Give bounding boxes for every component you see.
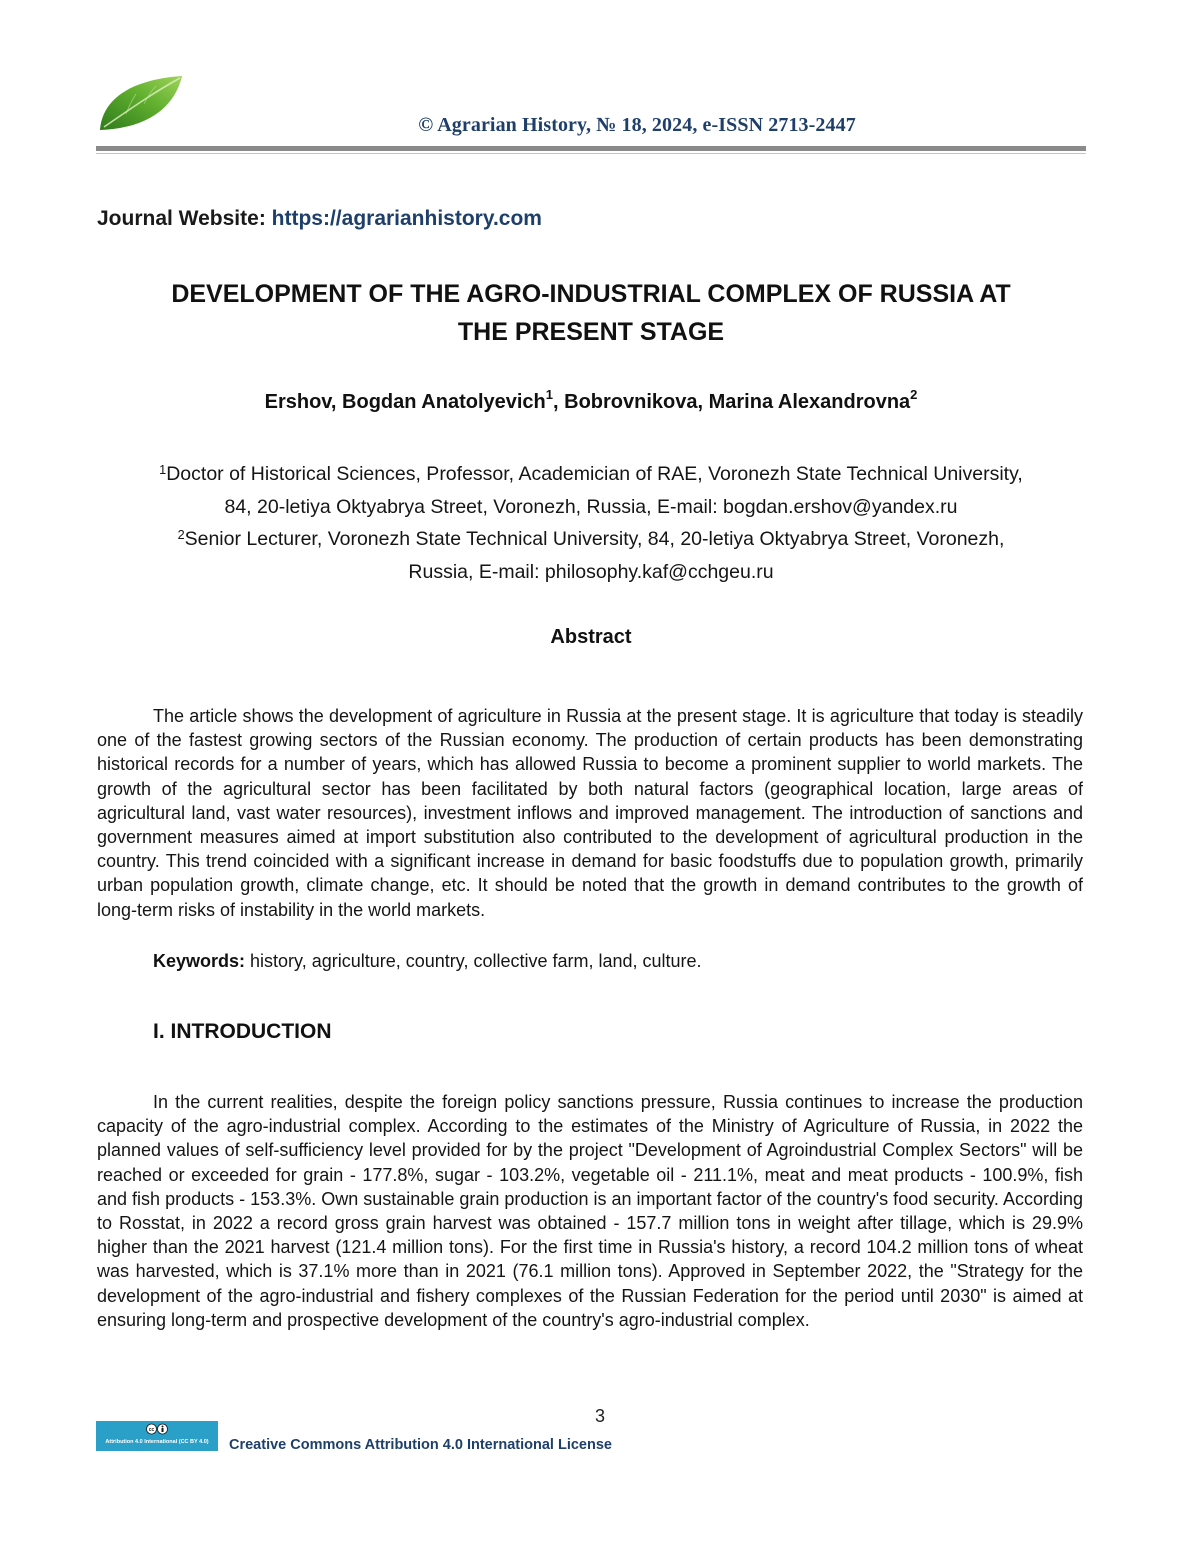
- authors: [96, 387, 1086, 414]
- journal-website: [97, 207, 542, 231]
- creative-commons-icon: [146, 1423, 168, 1435]
- affiliation-1-line-1: [96, 458, 1086, 491]
- introduction-paragraph: In the current realities, despite the foreign policy sanctions pressure, Russia continues to increase the production capacity of the agro-industrial complex. According to the estimates of the Ministry of Agriculture of Russia, in 2022 the planned values of self-sufficiency level provided for by the project "Development of Agroindustrial Complex Sectors" will be reached or exceeded for grain - 177.8%, sugar - 103.2%, vegetable oil - 211.1%, meat and meat products - 100.9%, fish and fish products - 153.3%. Own sustainable grain production is an important factor of the country's food security. According to Rosstat, in 2022 a record gross grain harvest was obtained - 157.7 million tons in weight after tillage, which is 29.9% higher than the 2021 harvest (121.4 million tons). For the first time in Russia's history, a record 104.2 million tons of wheat was harvested, which is 37.1% more than in 2021 (76.1 million tons). Approved in September 2022, the "Strategy for the development of the agro-industrial and fishery complexes of the Russian Federation for the period until 2030" is aimed at ensuring long-term and prospective development of the country's agro-industrial complex.: [97, 1092, 1083, 1330]
- website-label: Journal Website:: [97, 207, 266, 230]
- keywords: [153, 951, 702, 972]
- svg-text:cc: cc: [148, 1427, 155, 1433]
- cc-badge-text: Attribution 4.0 International (CC BY 4.0): [105, 1439, 209, 1445]
- affiliation-1-superscript: 1: [159, 463, 167, 477]
- keywords-label: Keywords:: [153, 951, 246, 971]
- keywords-text: history, agriculture, country, collective farm, land, culture.: [245, 951, 702, 971]
- author-1-superscript: 1: [545, 387, 554, 402]
- author-1: Ershov, Bogdan Anatolyevich: [264, 391, 546, 413]
- abstract-heading: Abstract: [550, 626, 632, 648]
- affiliation-1-text: Doctor of Historical Sciences, Professor, Academician of RAE, Voronezh State Technical University,: [166, 463, 1023, 485]
- author-2: Bobrovnikova, Marina Alexandrovna: [564, 391, 911, 413]
- author-separator: ,: [553, 391, 565, 413]
- affiliation-2-line-2: Russia, E-mail: philosophy.kaf@cchgeu.ru: [408, 560, 774, 583]
- header-rule-thin: [96, 153, 1086, 154]
- paper-title: [96, 275, 1086, 351]
- affiliation-2-text: Senior Lecturer, Voronezh State Technical University, 84, 20-letiya Oktyabrya Street, Voronezh,: [184, 528, 1005, 550]
- title-line-1: DEVELOPMENT OF THE AGRO-INDUSTRIAL COMPLEX OF RUSSIA AT: [171, 280, 1011, 308]
- author-2-superscript: 2: [910, 387, 918, 402]
- journal-header: © Agrarian History, № 18, 2024, e-ISSN 2713-2447: [418, 114, 856, 136]
- introduction-body: [97, 1090, 1083, 1332]
- affiliation-1-line-2: 84, 20-letiya Oktyabrya Street, Voronezh, Russia, E-mail: bogdan.ershov@yandex.ru: [224, 495, 958, 518]
- title-line-2: THE PRESENT STAGE: [457, 318, 725, 346]
- page-number: 3: [594, 1406, 605, 1426]
- affiliation-2-line-1: [96, 523, 1086, 556]
- introduction-heading: I. INTRODUCTION: [153, 1020, 332, 1043]
- affiliations: [96, 458, 1086, 588]
- header-rule: [96, 146, 1086, 151]
- affiliation-2-superscript: 2: [177, 528, 185, 542]
- abstract-body: [97, 704, 1083, 922]
- abstract-paragraph: The article shows the development of agriculture in Russia at the present stage. It is agriculture that today is steadily one of the fastest growing sectors of the Russian economy. The production of certain products has been demonstrating historical records for a number of years, which has allowed Russia to become a prominent supplier to world markets. The growth of the agricultural sector has been facilitated by both natural factors (geographical location, large areas of agricultural land, vast water resources), investment inflows and improved management. The introduction of sanctions and government measures aimed at import substitution also contributed to the development of agricultural production in the country. This trend coincided with a significant increase in demand for basic foodstuffs due to population growth, primarily urban population growth, climate change, etc. It should be noted that the growth in demand contributes to the growth of long-term risks of instability in the world markets.: [97, 706, 1083, 920]
- cc-badge: [96, 1421, 218, 1451]
- website-link[interactable]: https://agrarianhistory.com: [271, 207, 542, 230]
- license-text[interactable]: Creative Commons Attribution 4.0 International License: [229, 1437, 612, 1453]
